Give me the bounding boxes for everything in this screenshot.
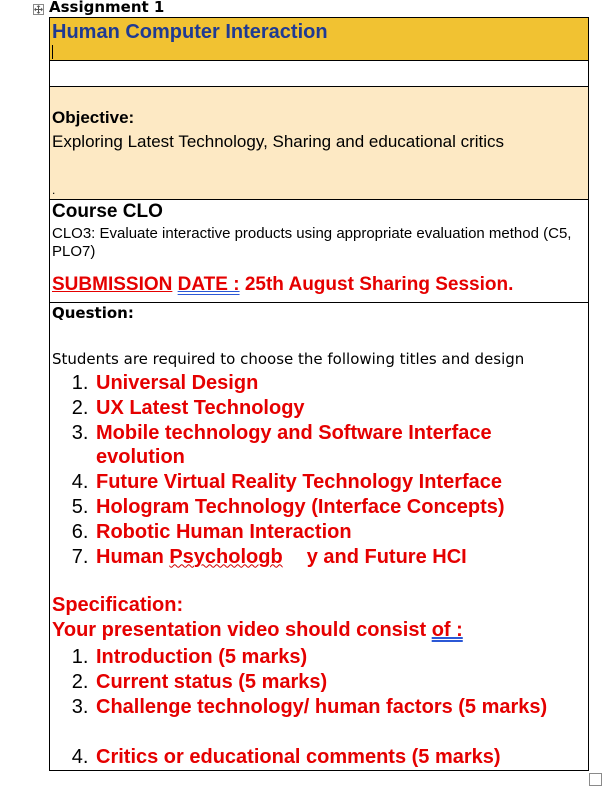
title-7-prefix: Human	[96, 545, 170, 568]
move-cross-icon	[34, 5, 43, 14]
clo-text: CLO3: Evaluate interactive products using appropriate evaluation method (C5, PLO7)	[52, 225, 572, 260]
question-label: Question:	[52, 304, 134, 322]
title-text: Mobile technology and Software Interface evolution	[96, 421, 492, 469]
specification-line	[52, 618, 586, 643]
spec-item-text: Introduction (5 marks)	[96, 646, 308, 669]
question-intro: Students are required to choose the following titles and design	[52, 350, 525, 368]
list-item	[94, 545, 586, 570]
list-item	[94, 396, 586, 421]
submission-word: SUBMISSION	[52, 274, 173, 295]
title-text: Universal Design	[96, 372, 259, 394]
objective-text: Exploring Latest Technology, Sharing and educational critics	[52, 132, 505, 151]
list-item	[94, 371, 586, 396]
specification-line-of: of :	[431, 619, 463, 642]
blank-line	[94, 720, 586, 745]
text-cursor	[52, 45, 53, 59]
document-header: Assignment 1	[49, 0, 165, 16]
spec-item-text: Challenge technology/ human factors (5 marks)	[96, 695, 548, 718]
title-text: Robotic Human Interaction	[96, 520, 352, 543]
title-text: UX Latest Technology	[96, 396, 305, 419]
objective-cell[interactable]	[50, 87, 589, 200]
table-resize-handle[interactable]	[589, 773, 602, 786]
spelling-error-word[interactable]: Psychologb	[169, 545, 283, 568]
specification-label: Specification:	[52, 594, 184, 617]
submission-rest: 25th August Sharing Session.	[244, 274, 514, 295]
titles-list	[52, 371, 586, 569]
date-word: DATE :	[177, 274, 240, 295]
spec-item-text: Critics or educational comments (5 marks)	[96, 745, 501, 768]
clo-label: Course CLO	[52, 201, 163, 222]
specification-line-prefix: Your presentation video should consist	[52, 619, 432, 642]
list-item	[94, 520, 586, 545]
list-item	[94, 495, 586, 520]
objective-label: Objective:	[52, 108, 135, 127]
clo-cell[interactable]	[50, 200, 589, 303]
list-item	[94, 470, 586, 495]
table-move-handle[interactable]	[33, 4, 44, 15]
list-item	[94, 421, 586, 471]
assignment-table	[49, 17, 589, 771]
list-item	[94, 745, 586, 770]
title-text: Future Virtual Reality Technology Interface	[96, 471, 503, 494]
course-title: Human Computer Interaction	[52, 21, 328, 43]
objective-trailing-mark: .	[52, 183, 56, 197]
title-cell[interactable]	[50, 18, 589, 61]
empty-cell[interactable]	[50, 61, 589, 87]
specification-list	[52, 645, 586, 769]
list-item	[94, 695, 586, 720]
title-text	[96, 546, 467, 568]
title-text: Hologram Technology (Interface Concepts)	[96, 495, 505, 518]
list-item	[94, 670, 586, 695]
list-item	[94, 645, 586, 670]
question-cell[interactable]	[50, 303, 589, 771]
title-7-suffix: y and Future HCI	[306, 545, 467, 568]
spec-item-text: Current status (5 marks)	[96, 671, 328, 694]
submission-date	[52, 273, 586, 297]
